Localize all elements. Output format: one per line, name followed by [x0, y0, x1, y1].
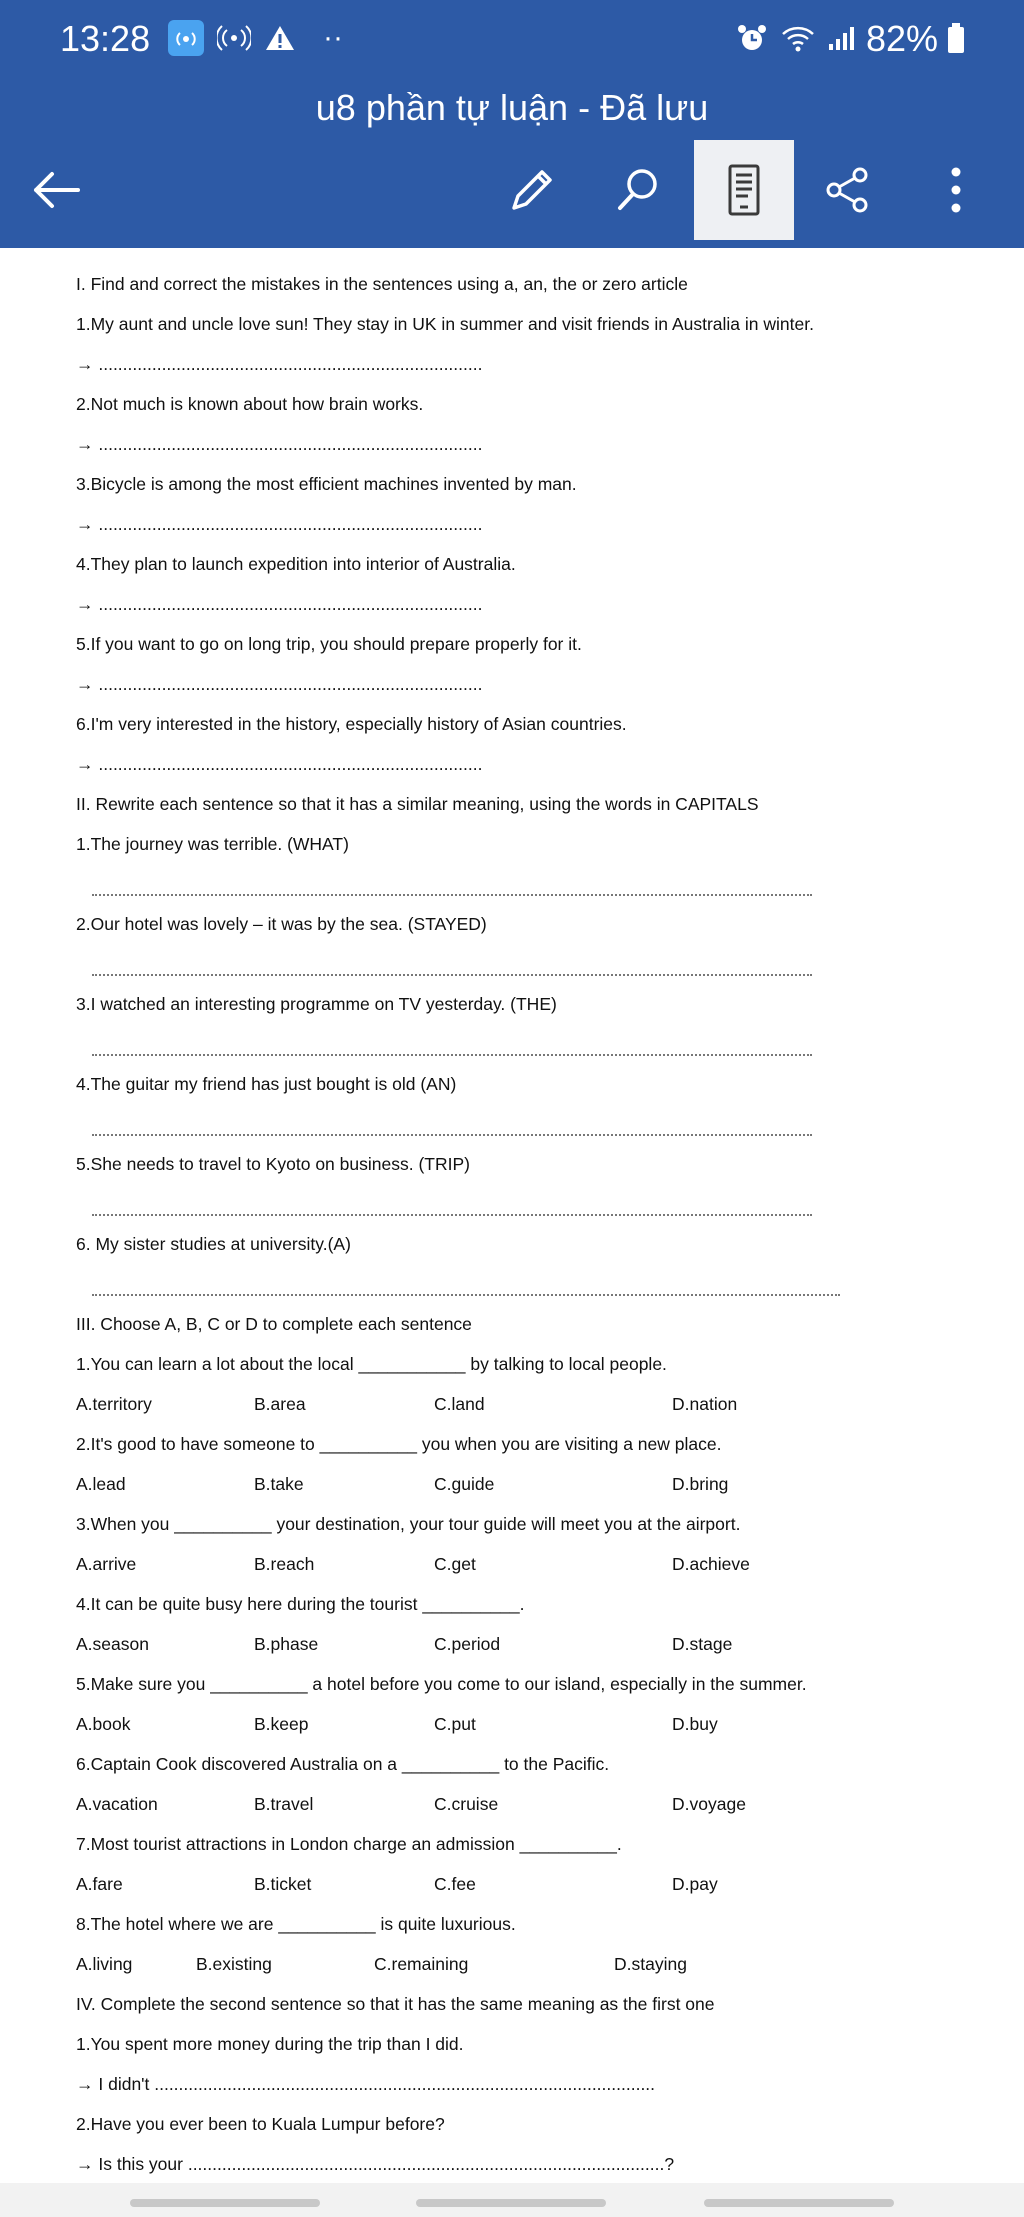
document-line: II. Rewrite each sentence so that it has a similar meaning, using the words in CAPITALS: [76, 794, 759, 814]
back-nav-button[interactable]: [704, 2199, 894, 2207]
document-line: 4.It can be quite busy here during the tourist __________.: [76, 1594, 525, 1614]
home-button[interactable]: [416, 2199, 606, 2207]
document-line: 7.Most tourist attractions in London charge an admission __________.: [76, 1834, 622, 1854]
battery-icon: [944, 20, 968, 56]
battery-percent: 82%: [866, 18, 939, 59]
answer-option-d: D.voyage: [672, 1794, 746, 1814]
answer-option-a: A.season: [76, 1634, 149, 1654]
answer-line: [92, 1134, 812, 1136]
document-line: I. Find and correct the mistakes in the sentences using a, an, the or zero article: [76, 274, 688, 294]
answer-option-c: C.cruise: [434, 1794, 499, 1814]
document-line: 1.You can learn a lot about the local ___________ by talking to local people.: [76, 1354, 667, 1374]
signal-icon: [824, 20, 860, 56]
mobile-view-icon: [722, 163, 766, 217]
document-line: IV. Complete the second sentence so that it has the same meaning as the first one: [76, 1994, 715, 2014]
answer-option-a: A.book: [76, 1714, 131, 1734]
answer-option-b: B.take: [254, 1474, 304, 1494]
document-line: 2.It's good to have someone to __________ you when you are visiting a new place.: [76, 1434, 722, 1454]
document-line: 2.Our hotel was lovely – it was by the sea. (STAYED): [76, 914, 487, 934]
warning-icon: [262, 20, 298, 56]
document-line: → ...............................................................................: [76, 674, 483, 694]
document-line: 6.I'm very interested in the history, especially history of Asian countries.: [76, 714, 627, 734]
status-bar: [0, 0, 1024, 78]
search-icon: [612, 164, 664, 216]
answer-option-b: B.reach: [254, 1554, 315, 1574]
document-line: → ...............................................................................: [76, 754, 483, 774]
answer-option-a: A.living: [76, 1954, 133, 1974]
document-line: → ...............................................................................: [76, 354, 483, 374]
answer-line: [92, 1294, 840, 1296]
document-line: → ...............................................................................: [76, 434, 483, 454]
document-line: → ...............................................................................: [76, 594, 483, 614]
back-arrow-icon: [30, 170, 82, 210]
document-line: 2.Not much is known about how brain works.: [76, 394, 424, 414]
answer-option-c: C.land: [434, 1394, 485, 1414]
answer-option-a: A.arrive: [76, 1554, 137, 1574]
document-line: → I didn't .......................................................................................................: [76, 2074, 656, 2094]
answer-option-b: B.existing: [196, 1954, 272, 1974]
document-line: 1.You spent more money during the trip than I did.: [76, 2034, 464, 2054]
document-line: 5.She needs to travel to Kyoto on business. (TRIP): [76, 1154, 470, 1174]
document-line: 4.The guitar my friend has just bought is old (AN): [76, 1074, 457, 1094]
answer-option-d: D.achieve: [672, 1554, 750, 1574]
answer-line: [92, 1054, 812, 1056]
answer-option-b: B.area: [254, 1394, 306, 1414]
answer-option-d: D.nation: [672, 1394, 738, 1414]
document-line: 4.They plan to launch expedition into interior of Australia.: [76, 554, 516, 574]
answer-option-a: A.vacation: [76, 1794, 158, 1814]
answer-option-d: D.pay: [672, 1874, 718, 1894]
document-page[interactable]: [0, 248, 1024, 2183]
recents-button[interactable]: [130, 2199, 320, 2207]
answer-option-c: C.remaining: [374, 1954, 469, 1974]
answer-option-d: D.bring: [672, 1474, 729, 1494]
document-line: III. Choose A, B, C or D to complete each sentence: [76, 1314, 472, 1334]
document-line: 2.Have you ever been to Kuala Lumpur before?: [76, 2114, 445, 2134]
app-toolbar: [0, 138, 1024, 248]
answer-option-b: B.ticket: [254, 1874, 312, 1894]
answer-option-c: C.get: [434, 1554, 476, 1574]
document-line: 6. My sister studies at university.(A): [76, 1234, 351, 1254]
document-line: 6.Captain Cook discovered Australia on a __________ to the Pacific.: [76, 1754, 610, 1774]
answer-option-c: C.put: [434, 1714, 476, 1734]
document-title: u8 phần tự luận - Đã lưu: [0, 78, 1024, 138]
answer-option-c: C.guide: [434, 1474, 495, 1494]
wifi-icon: [780, 20, 816, 56]
more-options-button[interactable]: [906, 140, 1006, 240]
broadcast-icon: [214, 20, 254, 56]
document-line: 5.If you want to go on long trip, you should prepare properly for it.: [76, 634, 582, 654]
answer-option-d: D.stage: [672, 1634, 733, 1654]
edit-button[interactable]: [482, 140, 582, 240]
document-line: → ...............................................................................: [76, 514, 483, 534]
document-line: 1.My aunt and uncle love sun! They stay in UK in summer and visit friends in Australia in winter.: [76, 314, 814, 334]
answer-option-a: A.territory: [76, 1394, 152, 1414]
answer-option-b: B.travel: [254, 1794, 314, 1814]
mobile-view-button[interactable]: [694, 140, 794, 240]
back-button[interactable]: [6, 140, 106, 240]
search-button[interactable]: [588, 140, 688, 240]
pencil-icon: [506, 164, 558, 216]
document-line: 3.When you __________ your destination, your tour guide will meet you at the airport.: [76, 1514, 741, 1534]
document-line: 5.Make sure you __________ a hotel before you come to our island, especially in the summer.: [76, 1674, 807, 1694]
answer-line: [92, 974, 812, 976]
answer-option-b: B.keep: [254, 1714, 309, 1734]
share-icon: [822, 164, 874, 216]
document-line: 1.The journey was terrible. (WHAT): [76, 834, 349, 854]
answer-option-d: D.staying: [614, 1954, 687, 1974]
document-line: → Is this your ..................................................................................................?: [76, 2154, 675, 2174]
answer-line: [92, 1214, 812, 1216]
document-line: 8.The hotel where we are __________ is quite luxurious.: [76, 1914, 516, 1934]
answer-option-a: A.fare: [76, 1874, 123, 1894]
answer-option-b: B.phase: [254, 1634, 319, 1654]
more-vertical-icon: [946, 164, 966, 216]
status-time: 13:28: [60, 18, 151, 59]
share-button[interactable]: [798, 140, 898, 240]
answer-option-d: D.buy: [672, 1714, 718, 1734]
answer-option-c: C.period: [434, 1634, 501, 1654]
system-nav-bar: [0, 2183, 1024, 2217]
answer-line: [92, 894, 812, 896]
document-line: 3.Bicycle is among the most efficient machines invented by man.: [76, 474, 577, 494]
answer-option-c: C.fee: [434, 1874, 476, 1894]
alarm-icon: [734, 20, 770, 56]
document-line: 3.I watched an interesting programme on TV yesterday. (THE): [76, 994, 557, 1014]
hotspot-icon: [168, 20, 204, 56]
more-notifications-icon: ··: [323, 21, 343, 54]
answer-option-a: A.lead: [76, 1474, 126, 1494]
